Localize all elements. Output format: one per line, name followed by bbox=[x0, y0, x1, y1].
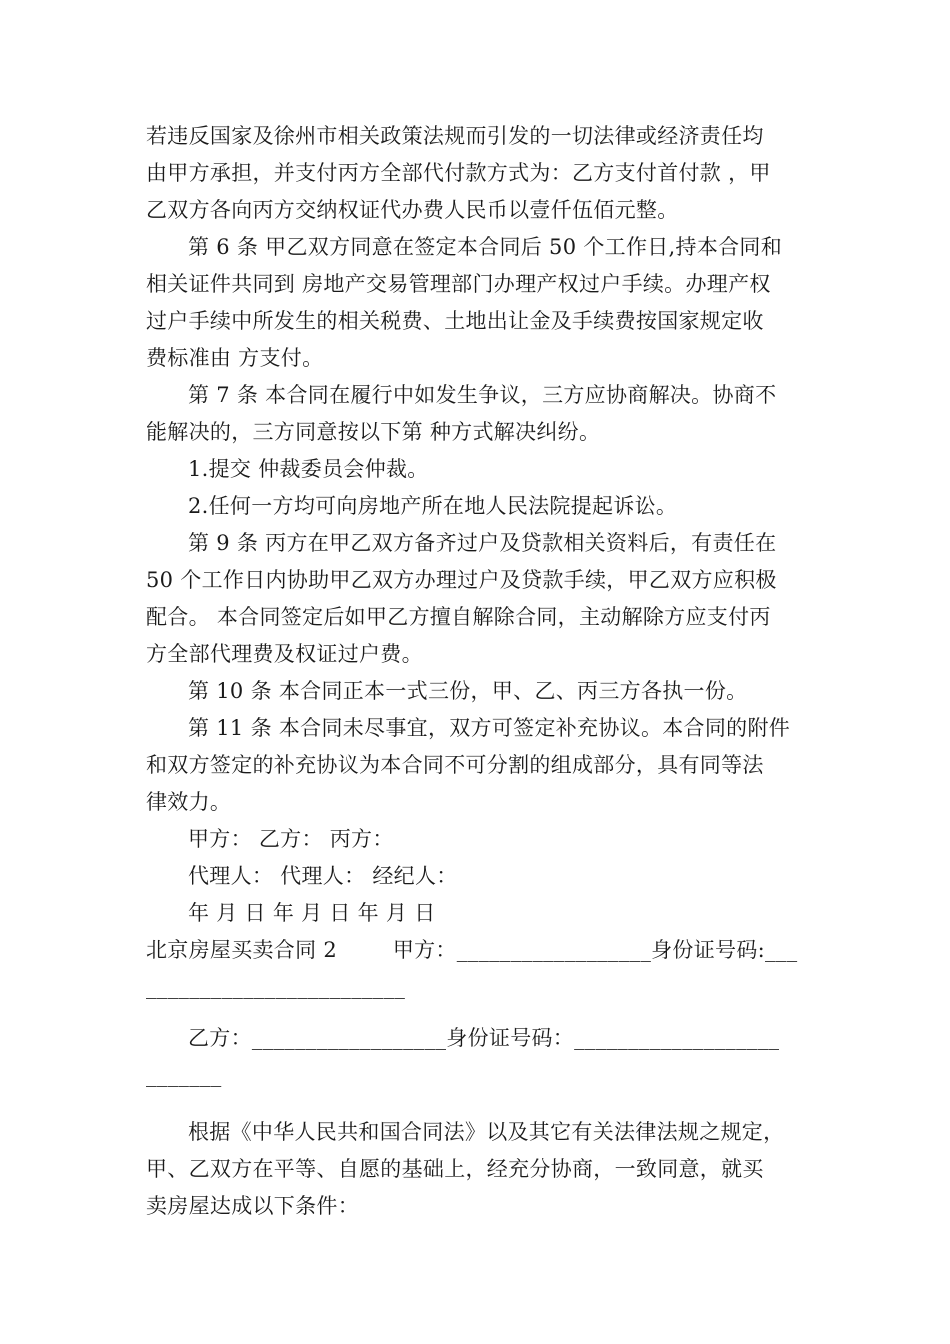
article-6-line: 费标准由 方支付。 bbox=[146, 346, 324, 370]
article-9-line: 50 个工作日内协助甲乙双方办理过户及贷款手续，甲乙双方应积极 bbox=[146, 568, 777, 592]
list-item-arbitration: 1.提交 仲裁委员会仲裁。 bbox=[188, 457, 429, 481]
article-6-line: 过户手续中所发生的相关税费、土地出让金及手续费按国家规定收 bbox=[146, 309, 764, 333]
article-9-line: 第 9 条 丙方在甲乙双方备齐过户及贷款相关资料后，有责任在 bbox=[188, 531, 777, 555]
preamble-line: 卖房屋达成以下条件： bbox=[146, 1194, 359, 1218]
blank-underline: _______ bbox=[146, 1063, 222, 1087]
preamble-line: 根据《中华人民共和国合同法》以及其它有关法律法规之规定， bbox=[188, 1120, 785, 1144]
article-11-line: 和双方签定的补充协议为本合同不可分割的组成部分，具有同等法 bbox=[146, 753, 764, 777]
article-7-line: 第 7 条 本合同在履行中如发生争议，三方应协商解决。协商不 bbox=[188, 383, 777, 407]
contract-2-title-line: 北京房屋买卖合同 2 甲方：__________________身份证号码:___ bbox=[146, 938, 798, 962]
signature-parties: 甲方： 乙方： 丙方： bbox=[188, 827, 394, 851]
article-6-line: 相关证件共同到 房地产交易管理部门办理产权过户手续。办理产权 bbox=[146, 272, 771, 296]
paragraph-line: 由甲方承担，并支付丙方全部代付款方式为：乙方支付首付款 ，甲 bbox=[146, 161, 771, 185]
article-10-line: 第 10 条 本合同正本一式三份，甲、乙、丙三方各执一份。 bbox=[188, 679, 748, 703]
article-9-line: 配合。 本合同签定后如甲乙方擅自解除合同，主动解除方应支付丙 bbox=[146, 605, 771, 629]
blank-underline: ________________________ bbox=[146, 975, 406, 999]
signature-agents: 代理人： 代理人： 经纪人： bbox=[188, 864, 458, 888]
article-9-line: 方全部代理费及权证过户费。 bbox=[146, 642, 423, 666]
document-page bbox=[146, 118, 816, 1225]
party-b-line: 乙方：__________________身份证号码：___________________ bbox=[188, 1026, 780, 1050]
list-item-litigation: 2.任何一方均可向房地产所在地人民法院提起诉讼。 bbox=[188, 494, 678, 518]
article-6-line: 第 6 条 甲乙双方同意在签定本合同后 50 个工作日,持本合同和 bbox=[188, 235, 783, 259]
article-11-line: 律效力。 bbox=[146, 790, 232, 814]
article-11-line: 第 11 条 本合同未尽事宜，双方可签定补充协议。本合同的附件 bbox=[188, 716, 791, 740]
preamble-line: 甲、乙双方在平等、自愿的基础上，经充分协商，一致同意，就买 bbox=[146, 1157, 764, 1181]
paragraph-line: 若违反国家及徐州市相关政策法规而引发的一切法律或经济责任均 bbox=[146, 124, 764, 148]
article-7-line: 能解决的，三方同意按以下第 种方式解决纠纷。 bbox=[146, 420, 601, 444]
spacer bbox=[146, 1094, 816, 1114]
signature-dates: 年 月 日 年 月 日 年 月 日 bbox=[188, 901, 436, 925]
paragraph-line: 乙双方各向丙方交纳权证代办费人民币以壹仟伍佰元整。 bbox=[146, 198, 679, 222]
spacer bbox=[146, 1006, 816, 1020]
